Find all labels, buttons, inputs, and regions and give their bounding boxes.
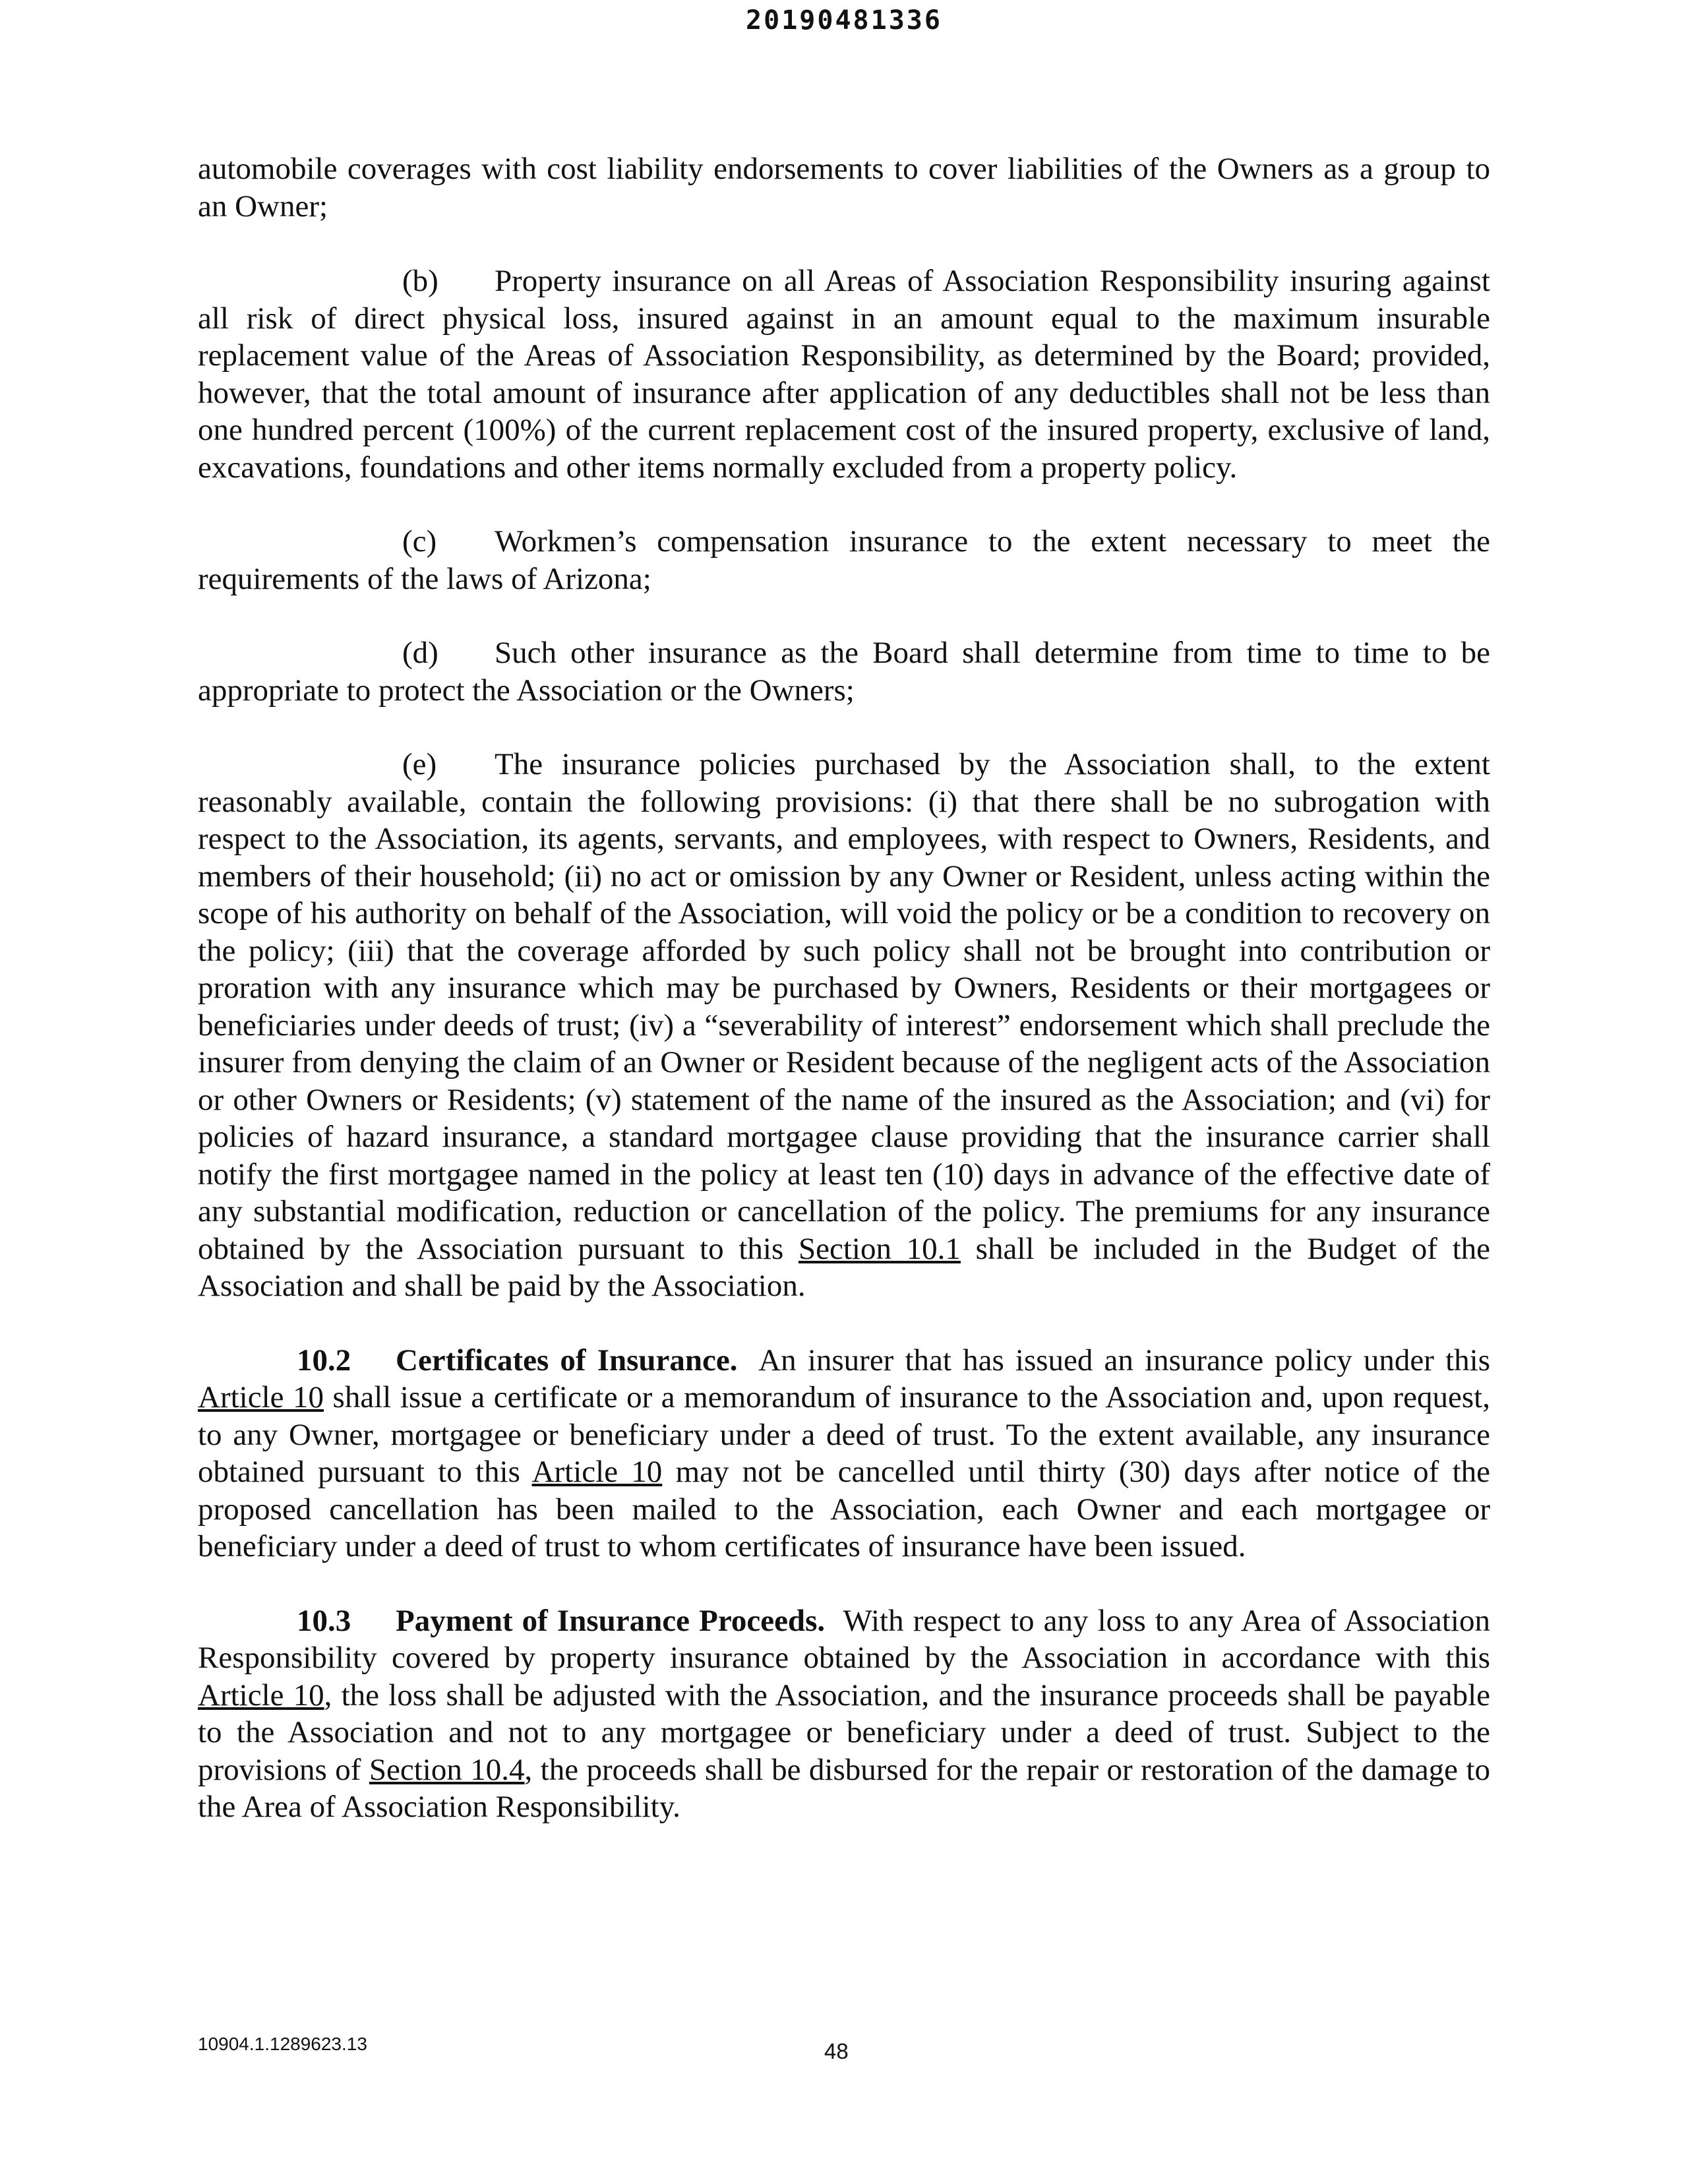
article-reference: Article 10	[531, 1455, 663, 1489]
section-10-3	[198, 1602, 1490, 1826]
section-title: Payment of Insurance Proceeds.	[396, 1603, 826, 1638]
paragraph-text: Property insurance on all Areas of Association Responsibility insuring against all risk of direct physical loss, insured against in an amount equal to the maximum insurable replacement value of the Areas of Association Responsibility, as determined by the Board; provided, however, that the total amount of insurance after application of any deductibles shall not be less than one hundred percent (100%) of the current replacement cost of the insured property, exclusive of land, excavations, foundations and other items normally excluded from a property policy.	[198, 264, 1490, 485]
paragraph-e	[198, 746, 1490, 1305]
continuation-text: automobile coverages with cost liability endorsements to cover liabilities of the Owners as a group to an Owner;	[198, 152, 1490, 224]
paragraph-label: (c)	[402, 524, 437, 559]
paragraph-c	[198, 523, 1490, 597]
article-reference: Article 10	[198, 1678, 324, 1713]
recording-number: 20190481336	[746, 5, 942, 36]
paragraph-b	[198, 262, 1490, 486]
paragraph-text: Such other insurance as the Board shall determine from time to time to be appropriate to protect the Association or the Owners;	[198, 636, 1490, 708]
page-number: 48	[824, 2039, 849, 2063]
section-number: 10.2	[297, 1343, 351, 1378]
section-text: , the proceeds shall be disbursed for the repair or restoration of the damage to the Area of Association Responsibility.	[198, 1752, 1491, 1824]
footer-document-id: 10904.1.1289623.13	[198, 2034, 367, 2054]
section-text: may not be cancelled until thirty (30) days after notice of the proposed cancellation has been mailed to the Association, each Owner and each mortgagee or beneficiary under a deed of trust to whom certificates of insurance have been issued.	[198, 1455, 1490, 1563]
paragraph-text: shall be included in the Budget of the Association and shall be paid by the Association.	[198, 1231, 1491, 1303]
paragraph-label: (b)	[402, 264, 438, 298]
section-reference: Section 10.1	[798, 1231, 961, 1266]
section-text: With respect to any loss to any Area of Association Responsibility covered by property insurance obtained by the Association in accordance with this	[198, 1603, 1490, 1675]
section-title: Certificates of Insurance.	[396, 1343, 738, 1378]
section-text: An insurer that has issued an insurance policy under this	[758, 1343, 1490, 1378]
section-10-2	[198, 1342, 1490, 1565]
section-reference: Section 10.4	[369, 1752, 525, 1787]
section-text: , the loss shall be adjusted with the Association, and the insurance proceeds shall be payable to the Association and not to any mortgagee or beneficiary under a deed of trust. Subject to the provisions of	[198, 1678, 1490, 1787]
article-reference: Article 10	[198, 1380, 324, 1414]
paragraph-d	[198, 634, 1490, 709]
paragraph-text: Workmen’s compensation insurance to the extent necessary to meet the requirements of the laws of Arizona;	[198, 524, 1490, 596]
paragraph-label: (e)	[402, 747, 437, 781]
paragraph-label: (d)	[402, 636, 438, 670]
document-body	[198, 150, 1490, 1826]
section-text: shall issue a certificate or a memorandum of insurance to the Association and, upon request, to any Owner, mortgagee or beneficiary under a deed of trust. To the extent available, any insurance obtained pursuant to this	[198, 1380, 1490, 1489]
continuation-paragraph	[198, 150, 1490, 225]
section-number: 10.3	[297, 1603, 351, 1638]
paragraph-text: The insurance policies purchased by the Association shall, to the extent reasonably available, contain the following provisions: (i) that there shall be no subrogation with respect to the Association, its agents, servants, and employees, with respect to Owners, Residents, and members of their household; (ii) no act or omission by any Owner or Resident, unless acting within the scope of his authority on behalf of the Association, will void the policy or be a condition to recovery on the policy; (iii) that the coverage afforded by such policy shall not be brought into contribution or proration with any insurance which may be purchased by Owners, Residents or their mortgagees or beneficiaries under deeds of trust; (iv) a “severability of interest” endorsement which shall preclude the insurer from denying the claim of an Owner or Resident because of the negligent acts of the Association or other Owners or Residents; (v) statement of the name of the insured as the Association; and (vi) for policies of hazard insurance, a standard mortgagee clause providing that the insurance carrier shall notify the first mortgagee named in the policy at least ten (10) days in advance of the effective date of any substantial modification, reduction or cancellation of the policy. The premiums for any insurance obtained by the Association pursuant to this	[198, 747, 1490, 1266]
